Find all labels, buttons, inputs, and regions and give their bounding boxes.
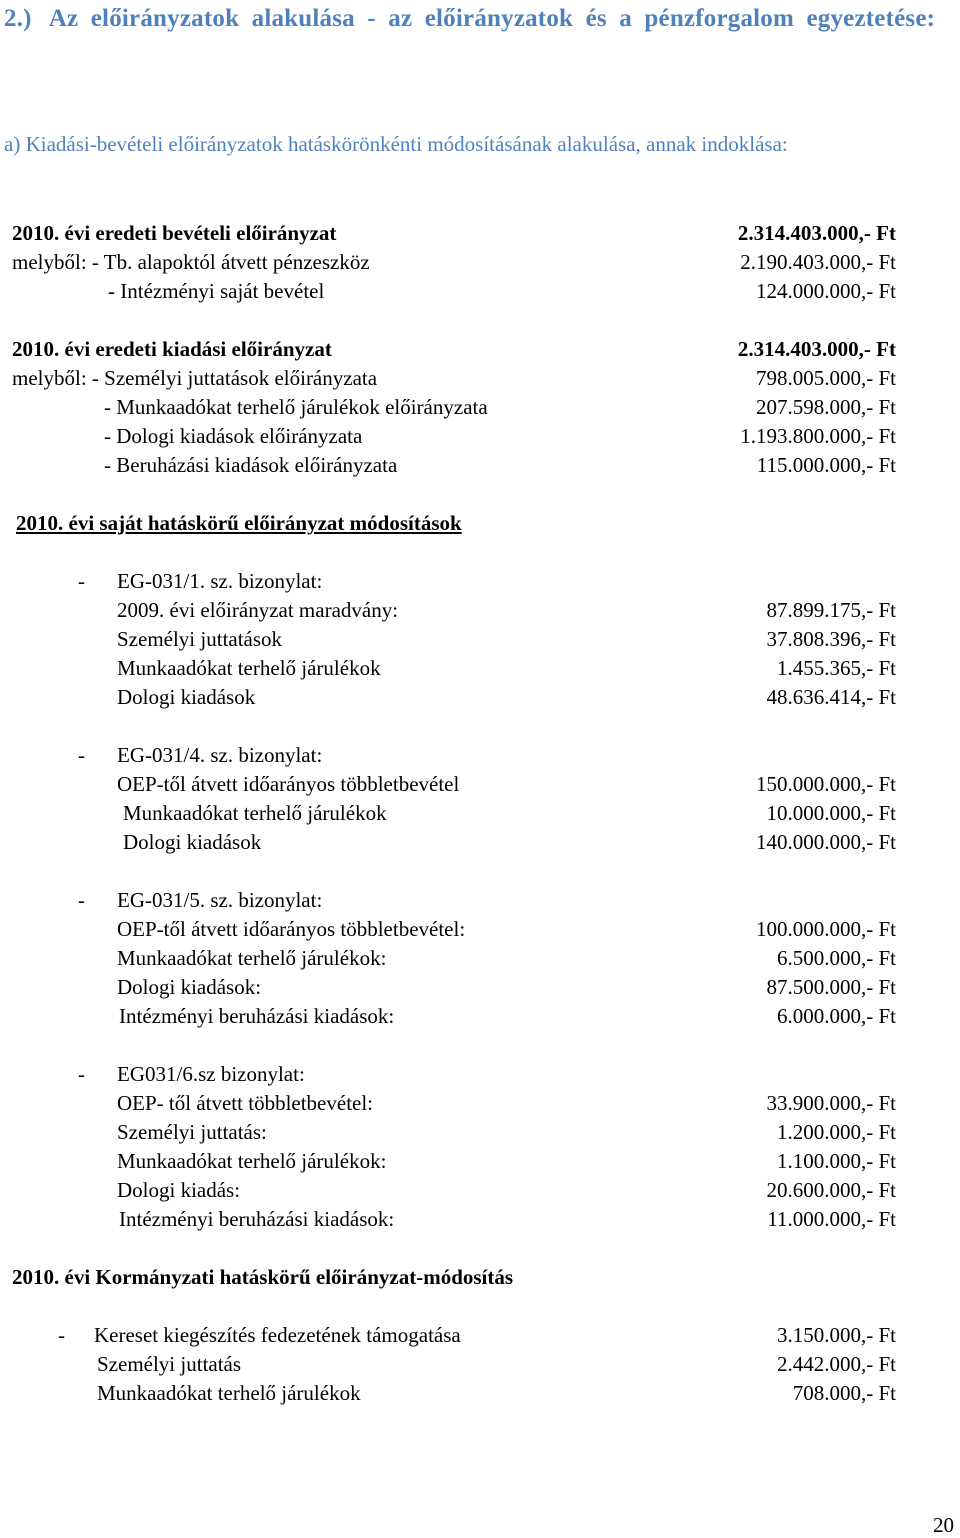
mod-label: Munkaadókat terhelő járulékok xyxy=(123,801,387,825)
mod-row xyxy=(0,973,960,1002)
mod-label: Dologi kiadások xyxy=(123,830,262,854)
mod-amount: 37.808.396,- Ft xyxy=(766,627,896,651)
section-heading xyxy=(4,0,956,38)
voucher-row xyxy=(0,567,960,596)
mod-label: Intézményi beruházási kiadások: xyxy=(119,1004,395,1028)
revenue-row xyxy=(0,248,960,277)
mod-amount: 140.000.000,- Ft xyxy=(755,830,896,854)
expense-amount: 798.005.000,- Ft xyxy=(755,366,896,390)
mod-row xyxy=(0,1089,960,1118)
mod-amount: 10.000.000,- Ft xyxy=(766,801,896,825)
gov-mod-row xyxy=(0,1350,960,1379)
mod-label: Dologi kiadás: xyxy=(117,1178,241,1202)
mod-row xyxy=(0,1118,960,1147)
mod-label: OEP- től átvett többletbevétel: xyxy=(117,1091,374,1115)
mod-row xyxy=(0,683,960,712)
mod-row xyxy=(0,799,960,828)
section-number: 2.) xyxy=(4,5,32,32)
page-number: 20 xyxy=(933,1513,954,1537)
mod-row xyxy=(0,596,960,625)
mod-amount: 87.500.000,- Ft xyxy=(766,975,896,999)
expense-row xyxy=(0,422,960,451)
mod-label: OEP-től átvett időarányos többletbevétel: xyxy=(117,917,466,941)
mod-row xyxy=(0,944,960,973)
mod-label: Munkaadókat terhelő járulékok: xyxy=(117,1149,387,1173)
mod-amount: 1.455.365,- Ft xyxy=(776,656,896,680)
section-title: Az előirányzatok alakulása - az előirányzatok és a pénzforgalom egyeztetése: xyxy=(48,5,936,32)
mod-amount: 1.200.000,- Ft xyxy=(776,1120,896,1144)
mod-amount: 100.000.000,- Ft xyxy=(755,917,896,941)
expense-label: melyből: - Személyi juttatások előirányzata xyxy=(12,366,378,390)
expense-label: - Dologi kiadások előirányzata xyxy=(104,424,363,448)
expense-row xyxy=(0,393,960,422)
mod-amount: 150.000.000,- Ft xyxy=(755,772,896,796)
revenue-amount: 2.190.403.000,- Ft xyxy=(740,250,896,274)
gov-mod-amount: 708.000,- Ft xyxy=(792,1381,896,1405)
expense-row xyxy=(0,451,960,480)
mod-amount: 20.600.000,- Ft xyxy=(766,1178,896,1202)
gov-mod-amount: 2.442.000,- Ft xyxy=(776,1352,896,1376)
expense-label: - Beruházási kiadások előirányzata xyxy=(104,453,398,477)
revenue-title: 2010. évi eredeti bevételi előirányzat xyxy=(12,221,337,245)
mod-amount: 11.000.000,- Ft xyxy=(767,1207,896,1231)
gov-mod-row xyxy=(0,1379,960,1408)
mod-row xyxy=(0,1002,960,1031)
mod-row xyxy=(0,828,960,857)
mod-row xyxy=(0,770,960,799)
voucher-row xyxy=(0,886,960,915)
mod-label: Munkaadókat terhelő járulékok xyxy=(117,656,381,680)
list-dash: - xyxy=(58,1323,65,1347)
mod-row xyxy=(0,654,960,683)
mod-label: Személyi juttatások xyxy=(117,627,283,651)
revenue-amount: 124.000.000,- Ft xyxy=(755,279,896,303)
expense-title: 2010. évi eredeti kiadási előirányzat xyxy=(12,337,332,361)
gov-mod-amount: 3.150.000,- Ft xyxy=(776,1323,896,1347)
mod-label: 2009. évi előirányzat maradvány: xyxy=(117,598,399,622)
mod-label: Dologi kiadások: xyxy=(117,975,262,999)
expense-amount: 207.598.000,- Ft xyxy=(755,395,896,419)
subsection-heading: a) Kiadási-bevételi előirányzatok hatáskörönkénti módosításának alakulása, annak indoklása: xyxy=(4,132,788,156)
mod-label: Személyi juttatás: xyxy=(117,1120,267,1144)
list-dash: - xyxy=(78,888,85,912)
list-dash: - xyxy=(78,569,85,593)
expense-amount: 1.193.800.000,- Ft xyxy=(740,424,896,448)
mod-label: Intézményi beruházási kiadások: xyxy=(119,1207,395,1231)
expense-label: - Munkaadókat terhelő járulékok előirányzata xyxy=(104,395,488,419)
own-mods-title: 2010. évi saját hatáskörű előirányzat módosítások xyxy=(16,511,462,535)
list-dash: - xyxy=(78,743,85,767)
revenue-label: - Intézményi saját bevétel xyxy=(108,279,325,303)
revenue-title-row xyxy=(0,219,960,248)
mod-amount: 48.636.414,- Ft xyxy=(766,685,896,709)
mod-amount: 33.900.000,- Ft xyxy=(766,1091,896,1115)
mod-row xyxy=(0,1147,960,1176)
mod-amount: 1.100.000,- Ft xyxy=(776,1149,896,1173)
voucher-row xyxy=(0,741,960,770)
gov-mods-title: 2010. évi Kormányzati hatáskörű előirányzat-módosítás xyxy=(12,1265,514,1289)
revenue-total: 2.314.403.000,- Ft xyxy=(737,221,896,245)
gov-mods-title-row xyxy=(0,1263,960,1292)
mod-amount: 6.000.000,- Ft xyxy=(776,1004,896,1028)
revenue-row xyxy=(0,277,960,306)
mod-row xyxy=(0,915,960,944)
mod-row xyxy=(0,1205,960,1234)
expense-total: 2.314.403.000,- Ft xyxy=(737,337,896,361)
mod-row xyxy=(0,1176,960,1205)
gov-mod-row xyxy=(0,1321,960,1350)
mod-amount: 87.899.175,- Ft xyxy=(766,598,896,622)
mod-label: Dologi kiadások xyxy=(117,685,256,709)
revenue-label: melyből: - Tb. alapoktól átvett pénzeszköz xyxy=(12,250,370,274)
mod-amount: 6.500.000,- Ft xyxy=(776,946,896,970)
voucher-label: EG-031/1. sz. bizonylat: xyxy=(117,569,323,593)
mod-row xyxy=(0,625,960,654)
gov-mod-label: Munkaadókat terhelő járulékok xyxy=(97,1381,361,1405)
gov-mod-label: Kereset kiegészítés fedezetének támogatása xyxy=(94,1323,461,1347)
own-mods-title-row xyxy=(0,509,960,538)
expense-title-row xyxy=(0,335,960,364)
voucher-label: EG-031/5. sz. bizonylat: xyxy=(117,888,323,912)
list-dash: - xyxy=(78,1062,85,1086)
mod-label: OEP-től átvett időarányos többletbevétel xyxy=(117,772,460,796)
gov-mod-label: Személyi juttatás xyxy=(97,1352,242,1376)
mod-label: Munkaadókat terhelő járulékok: xyxy=(117,946,387,970)
expense-row xyxy=(0,364,960,393)
voucher-label: EG-031/4. sz. bizonylat: xyxy=(117,743,323,767)
voucher-label: EG031/6.sz bizonylat: xyxy=(117,1062,305,1086)
expense-amount: 115.000.000,- Ft xyxy=(756,453,896,477)
voucher-row xyxy=(0,1060,960,1089)
